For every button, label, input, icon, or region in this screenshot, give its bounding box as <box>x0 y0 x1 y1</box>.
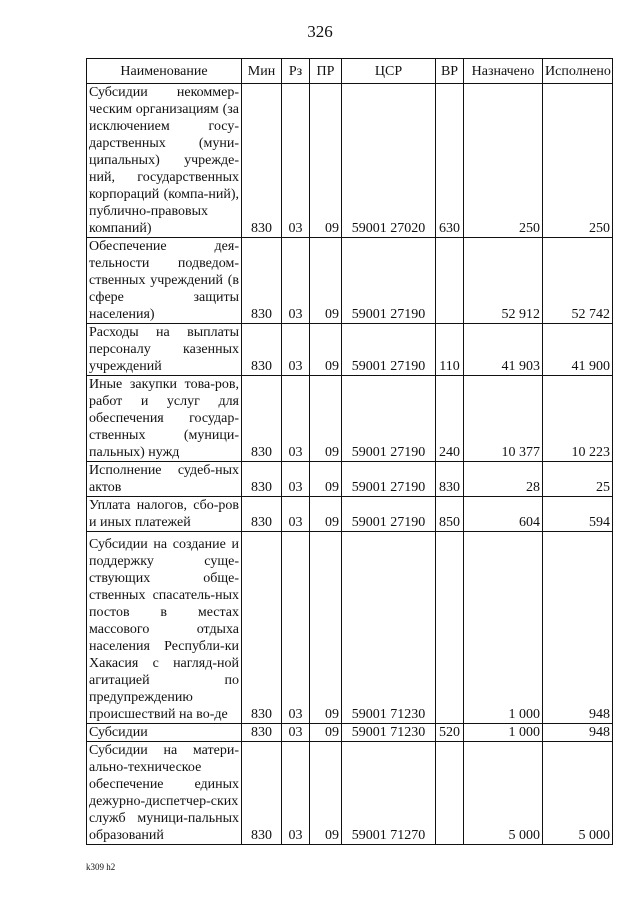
row-rz: 03 <box>282 497 310 532</box>
budget-table <box>86 58 613 845</box>
table-row <box>87 532 613 724</box>
table-row <box>87 724 613 742</box>
row-executed: 25 <box>543 462 613 497</box>
row-executed: 594 <box>543 497 613 532</box>
row-vr: 240 <box>436 376 464 462</box>
row-executed: 250 <box>543 84 613 238</box>
table-row <box>87 376 613 462</box>
row-pr: 09 <box>310 324 342 376</box>
row-vr <box>436 238 464 324</box>
row-vr: 520 <box>436 724 464 742</box>
row-assigned: 250 <box>464 84 543 238</box>
row-rz: 03 <box>282 238 310 324</box>
row-min: 830 <box>242 532 282 724</box>
row-name: Иные закупки това-ров, работ и услуг для обеспечения государ-ственных (муници-пальных) нужд <box>87 376 242 462</box>
row-rz: 03 <box>282 462 310 497</box>
row-executed: 52 742 <box>543 238 613 324</box>
row-pr: 09 <box>310 462 342 497</box>
table-row <box>87 497 613 532</box>
header-name: Наименование <box>87 59 242 84</box>
row-vr: 830 <box>436 462 464 497</box>
row-vr: 110 <box>436 324 464 376</box>
row-min: 830 <box>242 84 282 238</box>
row-csr: 59001 27190 <box>342 324 436 376</box>
row-executed: 948 <box>543 724 613 742</box>
row-pr: 09 <box>310 742 342 845</box>
row-rz: 03 <box>282 376 310 462</box>
row-pr: 09 <box>310 84 342 238</box>
row-csr: 59001 27190 <box>342 376 436 462</box>
table-body <box>87 84 613 845</box>
row-min: 830 <box>242 324 282 376</box>
row-name: Субсидии <box>87 724 242 742</box>
row-assigned: 41 903 <box>464 324 543 376</box>
row-csr: 59001 71230 <box>342 724 436 742</box>
row-name: Обеспечение дея-тельности подведом-ственных учреждений (в сфере защиты населения) <box>87 238 242 324</box>
row-csr: 59001 71270 <box>342 742 436 845</box>
row-executed: 10 223 <box>543 376 613 462</box>
row-vr <box>436 532 464 724</box>
row-assigned: 28 <box>464 462 543 497</box>
row-min: 830 <box>242 497 282 532</box>
row-pr: 09 <box>310 497 342 532</box>
row-assigned: 5 000 <box>464 742 543 845</box>
row-name: Расходы на выплаты персоналу казенных учреждений <box>87 324 242 376</box>
row-assigned: 1 000 <box>464 532 543 724</box>
table-row <box>87 742 613 845</box>
row-pr: 09 <box>310 376 342 462</box>
row-min: 830 <box>242 238 282 324</box>
row-pr: 09 <box>310 724 342 742</box>
table-row <box>87 238 613 324</box>
row-assigned: 10 377 <box>464 376 543 462</box>
row-csr: 59001 27020 <box>342 84 436 238</box>
row-vr: 850 <box>436 497 464 532</box>
table-row <box>87 84 613 238</box>
row-executed: 948 <box>543 532 613 724</box>
row-rz: 03 <box>282 742 310 845</box>
row-name: Субсидии на создание и поддержку суще-ствующих обще-ственных спасатель-ных постов в местах массового отдыха населения Республи-ки Хакасия с нагляд-ной агитацией по предупреждению происшествий на во-де <box>87 532 242 724</box>
header-min: Мин <box>242 59 282 84</box>
header-pr: ПР <box>310 59 342 84</box>
row-vr: 630 <box>436 84 464 238</box>
row-rz: 03 <box>282 84 310 238</box>
row-csr: 59001 27190 <box>342 497 436 532</box>
page-number: 326 <box>307 22 333 41</box>
table-row <box>87 324 613 376</box>
row-assigned: 604 <box>464 497 543 532</box>
header-csr: ЦСР <box>342 59 436 84</box>
row-rz: 03 <box>282 324 310 376</box>
header-rz: Рз <box>282 59 310 84</box>
row-min: 830 <box>242 376 282 462</box>
row-assigned: 1 000 <box>464 724 543 742</box>
row-min: 830 <box>242 742 282 845</box>
header-assigned: Назначено <box>464 59 543 84</box>
row-executed: 41 900 <box>543 324 613 376</box>
row-name: Субсидии некоммер-ческим организациям (за исключением госу-дарственных (муни-ципальных) учрежде-ний, государственных корпораций (компа-ний), публично-правовых компаний) <box>87 84 242 238</box>
header-executed: Исполнено <box>543 59 613 84</box>
row-min: 830 <box>242 462 282 497</box>
row-csr: 59001 27190 <box>342 462 436 497</box>
row-rz: 03 <box>282 532 310 724</box>
row-rz: 03 <box>282 724 310 742</box>
row-csr: 59001 27190 <box>342 238 436 324</box>
row-min: 830 <box>242 724 282 742</box>
row-name: Субсидии на матери-ально-техническое обеспечение единых дежурно-диспетчер-ских служб муници-пальных образований <box>87 742 242 845</box>
row-assigned: 52 912 <box>464 238 543 324</box>
row-pr: 09 <box>310 532 342 724</box>
header-vr: ВР <box>436 59 464 84</box>
row-csr: 59001 71230 <box>342 532 436 724</box>
row-executed: 5 000 <box>543 742 613 845</box>
row-name: Исполнение судеб-ных актов <box>87 462 242 497</box>
row-pr: 09 <box>310 238 342 324</box>
row-vr <box>436 742 464 845</box>
table-header-row <box>87 59 613 84</box>
row-name: Уплата налогов, сбо-ров и иных платежей <box>87 497 242 532</box>
table-row <box>87 462 613 497</box>
footer-code: k309 h2 <box>86 862 116 872</box>
